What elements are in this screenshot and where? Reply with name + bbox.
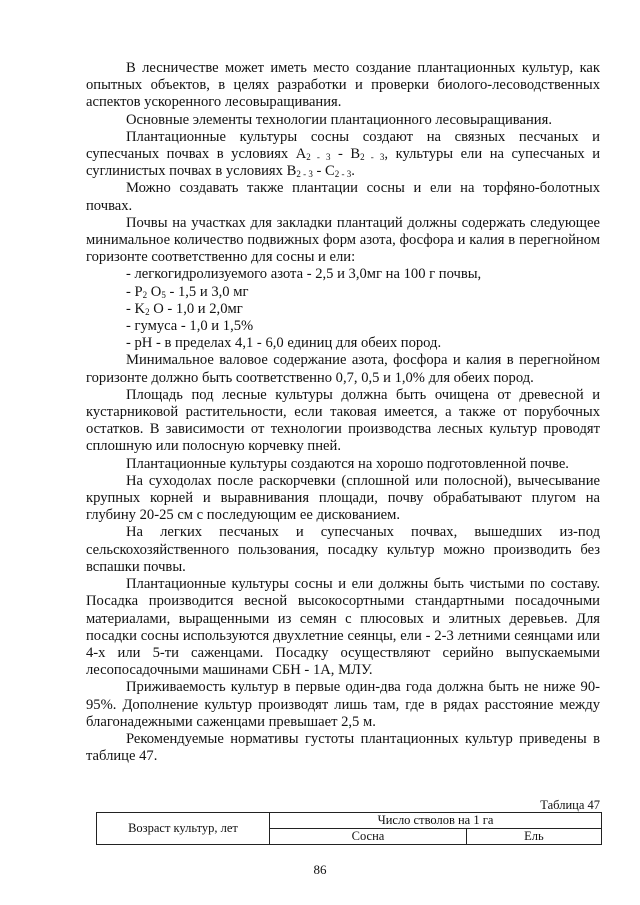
- paragraph: Рекомендуемые нормативы густоты плантационных культур приведены в таблице 47.: [86, 730, 600, 765]
- header-spruce: Ель: [466, 829, 601, 845]
- table-47: [96, 812, 602, 845]
- page-number: 86: [313, 862, 327, 877]
- text-run: Плантационные культуры сосны создают на связных песчаных и супесчаных почвах в условиях А: [86, 128, 600, 163]
- text-run: O: [147, 283, 162, 300]
- paragraph: На суходолах после раскорчевки (сплошной или полосной), вычесывание крупных корней и выравнивания площади, почву обрабатывают плугом на глубину 20-25 см с последующим ее дискованием.: [86, 472, 600, 524]
- list-item: - гумуса - 1,0 и 1,5%: [126, 318, 254, 335]
- paragraph: Основные элементы технологии плантационного лесовыращивания.: [126, 111, 552, 128]
- paragraph: Можно создавать также плантации сосны и ели на торфяно-болотных почвах.: [86, 180, 600, 214]
- paragraph: В лесничестве может иметь место создание плантационных культур, как опытных объектов, в целях разработки и проверки биолого-лесоводственных аспектов ускоренного лесовыращивания.: [86, 60, 600, 111]
- subscript: 2: [145, 306, 150, 317]
- paragraph: Плантационные культуры сосны и ели должны быть чистыми по составу. Посадка производится весной высокосортными стандартными посадочными материалами, выращенными из семян с плюсовых и элитных деревьев. Для посадки сосны используются двухлетние сеянцы, ели - 2-3 летними сеянцами или 4-х или 5-ти саженцами. Посадку осуществляют серийно выпускаемыми лесопосадочными машинами СБН - 1А, МЛУ.: [86, 576, 600, 679]
- header-age: Возраст культур, лет: [97, 813, 270, 845]
- subscript: 2 - 3: [296, 169, 313, 180]
- subscript: 2: [142, 289, 148, 300]
- body-text: [86, 60, 600, 765]
- text-run: - K: [126, 300, 146, 317]
- text-run: .: [351, 163, 355, 180]
- text-run: - 1,5 и 3,0 мг: [165, 283, 249, 300]
- header-pine: Сосна: [270, 829, 467, 845]
- subscript: 2 - 3: [360, 152, 385, 163]
- subscript: 5: [161, 289, 166, 300]
- paragraph: На легких песчаных и супесчаных почвах, вышедших из-под сельскохозяйственного пользования, посадку культур можно производить без вспашки почвы.: [86, 524, 600, 575]
- header-stems-per-ha: Число стволов на 1 га: [270, 813, 602, 829]
- paragraph: Минимальное валовое содержание азота, фосфора и калия в перегнойном горизонте должно быть соответственно 0,7, 0,5 и 1,0% для обеих пород.: [86, 352, 600, 386]
- subscript: 2 - 3: [334, 169, 352, 180]
- paragraph: Плантационные культуры создаются на хорошо подготовленной почве.: [126, 455, 569, 472]
- paragraph: Приживаемость культур в первые один-два года должна быть не ниже 90-95%. Дополнение культур производят лишь там, где в рядах расстояние между благонадежными саженцами превышает 2,5 м.: [86, 679, 600, 730]
- table-header-row: [97, 813, 602, 829]
- paragraph: Почвы на участках для закладки плантаций должны содержать следующее минимальное количество подвижных форм азота, фосфора и калия в перегнойном горизонте соответственно для сосны и ели:: [86, 214, 600, 266]
- subscript: 2 - 3: [306, 152, 331, 163]
- text-run: - В: [330, 146, 361, 163]
- list-item: [86, 301, 600, 318]
- text-run: , культуры ели на супесчаных и суглинистых почвах в условиях В: [86, 146, 601, 180]
- paragraph: Площадь под лесные культуры должна быть очищена от древесной и кустарниковой растительности, если таковая имеется, а также от порубочных остатков. В зависимости от технологии производства лесных культур проводят сплошную или полосную корчевку пней.: [86, 386, 600, 455]
- text-run: O - 1,0 и 2,0мг: [149, 300, 243, 317]
- text-run: - С: [312, 163, 335, 180]
- text-run: - P: [126, 283, 143, 300]
- list-item: [86, 284, 600, 301]
- list-item: - pH - в пределах 4,1 - 6,0 единиц для обеих пород.: [126, 335, 442, 352]
- table-caption: Таблица 47: [540, 798, 600, 812]
- paragraph: [86, 129, 600, 181]
- list-item: - легкогидролизуемого азота - 2,5 и 3,0мг на 100 г почвы,: [126, 266, 482, 283]
